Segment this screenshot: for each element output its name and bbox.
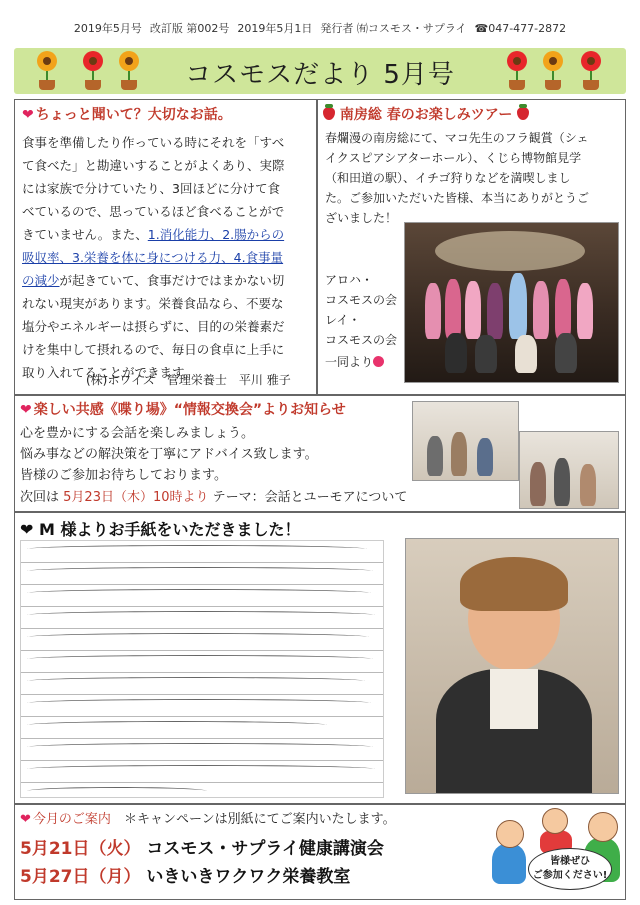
tour-caption: アロハ・ コスモスの会 レイ・ コスモスの会 (325, 273, 398, 347)
guide-heading-line: ❤ 今月のご案内 ＊キャンペーンは別紙にてご案内いたします。 (20, 812, 396, 827)
campaign-note: ＊キャンペーンは別紙にてご案内いたします。 (123, 812, 396, 827)
potted-flower-icon (580, 51, 602, 91)
event-item: 5月27日（月） いきいきワクワク栄養教室 (20, 867, 351, 887)
newsletter-title: コスモスだより 5月号 (185, 60, 455, 90)
meeting-line: 皆様のご参加お待ちしております。 (20, 468, 227, 483)
strawberry-icon (517, 107, 529, 120)
heart-icon: ❤ (20, 812, 31, 827)
tour-heading: 南房総 春のお楽しみツアー (323, 104, 529, 124)
nutrition-body: 食事を準備したり作っている時にそれを「すべ て食べた」と勘違いすることがよくあり、実際 には家族で分けていたり、3回ほどに分けて食 べているので、思っているほど食べることがで きていません。また、1.消化能力、2.腸からの 吸収率、3.栄養を体に身につける力、4.食事量 の減少が起きていて、食事だけではまかない切 れない現実があります。栄養食品なら、不要な 塩分やエネルギーは摂らずに、目的の栄養素だ けを集中して摂れるので、毎日の食卓に上手に 取り入れてることができます。 (22, 135, 285, 380)
letter-heading: ❤︎ M 様よりお手紙をいただきました！ (20, 520, 301, 539)
meeting-photo (412, 401, 519, 481)
hibiscus-icon (373, 356, 384, 367)
issue-month: 2019年5月号 (73, 22, 142, 35)
phone-number: ☎047-477-2872 (474, 22, 567, 35)
nutrition-heading: ❤ ちょっと聞いて？大切なお話。 (22, 107, 232, 123)
meeting-line: 悩み事などの解決策を丁寧にアドバイス致します。 (20, 447, 318, 462)
meeting-photo (519, 431, 619, 509)
nutrition-signature: (株)ホワイズ 管理栄養士 平川 雅子 (86, 373, 291, 387)
heart-icon: ❤ (22, 107, 34, 123)
tour-body: 春爛漫の南房総にて、マコ先生のフラ観賞（シェ イクスピアシアターホール）、くじら博物館見学 （和田道の駅）、イチゴ狩りなどを満喫しまし た。ご参加いただいた皆様、本当にありがとうご ざいました！ (325, 131, 590, 225)
meeting-line: 心を豊かにする会話を楽しみましょう。 (20, 426, 255, 441)
tour-group-photo (404, 222, 619, 383)
tour-caption-closing: 一同より (325, 352, 384, 372)
next-meeting-line: 次回は 5月23日（木）10時より テーマ：会話とユーモアについて (20, 490, 408, 505)
potted-flower-icon (506, 51, 528, 91)
speech-bubble: 皆様ぜひ ご参加ください! (528, 848, 612, 890)
issue-info-line (0, 20, 640, 36)
potted-flower-icon (542, 51, 564, 91)
meeting-heading: ❤ 楽しい共感《喋り場》“情報交換会”よりお知らせ (20, 402, 346, 418)
meeting-theme: テーマ：会話とユーモアについて (212, 490, 408, 505)
heart-icon: ❤ (20, 402, 32, 418)
next-meeting-date: 5月23日（木）10時より (63, 490, 209, 505)
issue-date: 2019年5月1日 (237, 22, 313, 35)
highlight-text: 1.消化能力、2.腸からの (147, 227, 285, 242)
highlight-text: 吸収率、3.栄養を体に身につける力、4.食事量 (22, 250, 284, 265)
event-item: 5月21日（火） コスモス・サプライ健康講演会 (20, 839, 384, 859)
portrait-photo (405, 538, 619, 794)
publisher: 発行者 ㈲コスモス・サプライ (320, 22, 467, 35)
highlight-text: の減少 (22, 273, 60, 288)
strawberry-icon (323, 107, 335, 120)
children-illustration (488, 808, 628, 896)
title-banner (14, 48, 626, 94)
issue-edition: 改訂版 第002号 (149, 22, 230, 35)
handwritten-letter (20, 540, 384, 798)
